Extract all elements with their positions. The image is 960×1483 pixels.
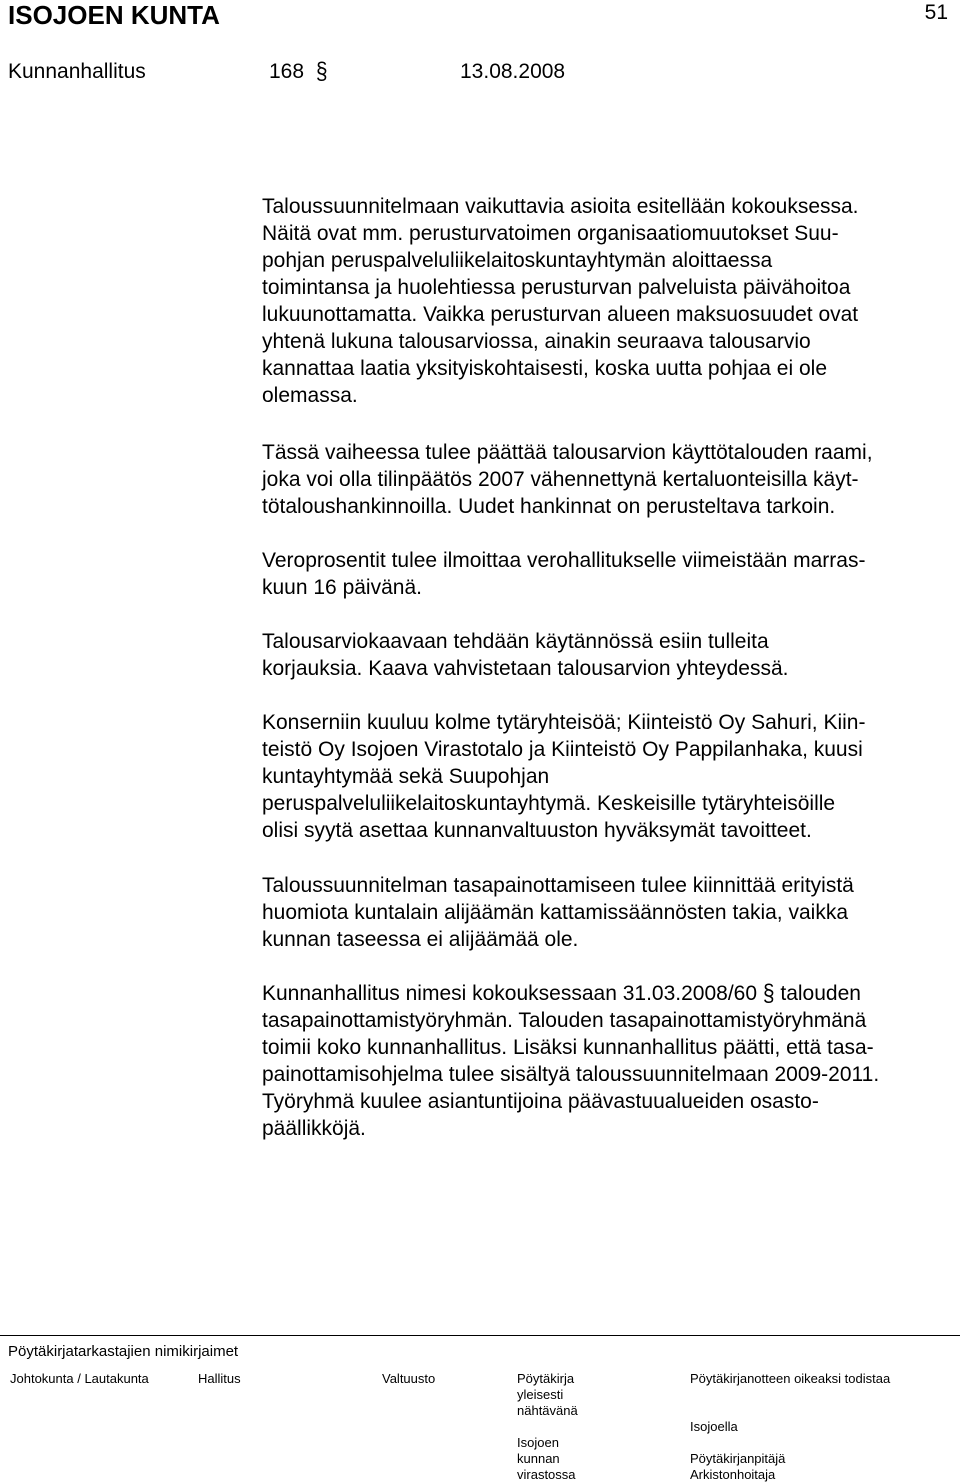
footer-line: Pöytäkirja xyxy=(517,1371,575,1386)
footer-line: Arkistonhoitaja xyxy=(690,1467,776,1482)
footer-line: Pöytäkirjanotteen oikeaksi todistaa xyxy=(690,1371,891,1386)
text-line xyxy=(262,980,952,1007)
text-line: Näitä ovat mm. perusturvatoimen organisaatiomuutokset Suu- xyxy=(262,222,839,245)
text-line: olemassa. xyxy=(262,384,358,407)
text-line: kannattaa laatia yksityiskohtaisesti, koska uutta pohjaa ei ole xyxy=(262,357,828,380)
footer-line xyxy=(517,1419,578,1435)
text-line: Veroprosentit tulee ilmoittaa verohallitukselle viimeistään marras- xyxy=(262,549,866,572)
paragraph-4 xyxy=(262,628,952,682)
text-line: Taloussuunnitelmaan vaikuttavia asioita esitellään kokouksessa. xyxy=(262,195,859,218)
meeting-date: 13.08.2008 xyxy=(460,60,566,83)
text-line: Taloussuunnitelman tasapainottamiseen tulee kiinnittää erityistä xyxy=(262,874,854,897)
footer-col-public-display xyxy=(517,1371,578,1483)
document-title: ISOJOEN KUNTA xyxy=(8,0,220,30)
footer-line: yleisesti xyxy=(517,1387,564,1402)
paragraph-7 xyxy=(262,980,952,1142)
footer-col-government: Hallitus xyxy=(198,1371,241,1386)
text-line: olisi syytä asettaa kunnanvaltuuston hyväksymät tavoitteet. xyxy=(262,819,812,842)
footer-col-council: Valtuusto xyxy=(382,1371,436,1386)
text-line: teistö Oy Isojoen Virastotalo ja Kiinteistö Oy Pappilanhaka, kuusi xyxy=(262,738,863,761)
text-line: tasapainottamistyöryhmän. Talouden tasapainottamistyöryhmänä xyxy=(262,1009,867,1032)
paragraph-1 xyxy=(262,193,952,409)
text-line: yhtenä lukuna talousarviossa, ainakin seuraava talousarvio xyxy=(262,330,811,353)
footer-line: Isojoella xyxy=(690,1419,738,1434)
section-number xyxy=(269,60,328,84)
text-line: toimintansa ja huolehtiessa perusturvan palveluista päivähoitoa xyxy=(262,276,851,299)
footer-line: nähtävänä xyxy=(517,1403,578,1418)
text-line: Talousarviokaavaan tehdään käytännössä esiin tulleita xyxy=(262,630,769,653)
text-line: Tässä vaiheessa tulee päättää talousarvion käyttötalouden raami, xyxy=(262,441,873,464)
text-fragment: talouden xyxy=(774,982,861,1005)
text-line: painottamisohjelma tulee sisältyä taloussuunnitelmaan 2009-2011. xyxy=(262,1063,880,1086)
footer-line xyxy=(690,1435,890,1451)
text-line: pohjan peruspalveluliikelaitoskuntayhtymän aloittaessa xyxy=(262,249,773,272)
footer-line: Isojoen xyxy=(517,1435,559,1450)
organ-name: Kunnanhallitus xyxy=(8,60,146,83)
text-line: huomiota kuntalain alijäämän kattamissäännösten takia, vaikka xyxy=(262,901,849,924)
footer-heading: Pöytäkirjatarkastajien nimikirjaimet xyxy=(8,1343,239,1360)
paragraph-5 xyxy=(262,709,952,844)
paragraph-2 xyxy=(262,439,952,520)
text-line: lukuunottamatta. Vaikka perusturvan alueen maksuosuudet ovat xyxy=(262,303,859,326)
footer-line xyxy=(690,1387,890,1403)
footer-line: Pöytäkirjanpitäjä xyxy=(690,1451,786,1466)
section-sign: § xyxy=(762,980,775,1007)
text-line: Konserniin kuuluu kolme tytäryhteisöä; Kiinteistö Oy Sahuri, Kiin- xyxy=(262,711,866,734)
text-line: kunnan taseessa ei alijäämää ole. xyxy=(262,928,579,951)
text-fragment: Kunnanhallitus nimesi kokouksessaan 31.03.2008/60 xyxy=(262,982,763,1005)
text-line: tötaloushankinnoilla. Uudet hankinnat on perusteltava tarkoin. xyxy=(262,495,836,518)
text-line: päällikköjä. xyxy=(262,1117,366,1140)
section-sign: § xyxy=(315,58,328,85)
text-line: kuun 16 päivänä. xyxy=(262,576,422,599)
footer-line: kunnan xyxy=(517,1451,560,1466)
paragraph-6 xyxy=(262,872,952,953)
footer-divider xyxy=(0,1335,960,1336)
footer-col-certification xyxy=(690,1371,890,1483)
text-line: toimii koko kunnanhallitus. Lisäksi kunnanhallitus päätti, että tasa- xyxy=(262,1036,874,1059)
footer-line xyxy=(690,1403,890,1419)
footer-line: virastossa xyxy=(517,1467,576,1482)
text-line: korjauksia. Kaava vahvistetaan talousarvion yhteydessä. xyxy=(262,657,789,680)
paragraph-3 xyxy=(262,547,952,601)
text-line: joka voi olla tilinpäätös 2007 vähennettynä kertaluonteisilla käyt- xyxy=(262,468,859,491)
page-number: 51 xyxy=(924,1,948,24)
text-line: Työryhmä kuulee asiantuntijoina päävastuualueiden osasto- xyxy=(262,1090,819,1113)
footer-col-board: Johtokunta / Lautakunta xyxy=(10,1371,149,1386)
section-number-value: 168 xyxy=(269,60,305,83)
text-line: peruspalveluliikelaitoskuntayhtymä. Keskeisille tytäryhteisöille xyxy=(262,792,836,815)
text-line: kuntayhtymää sekä Suupohjan xyxy=(262,765,550,788)
